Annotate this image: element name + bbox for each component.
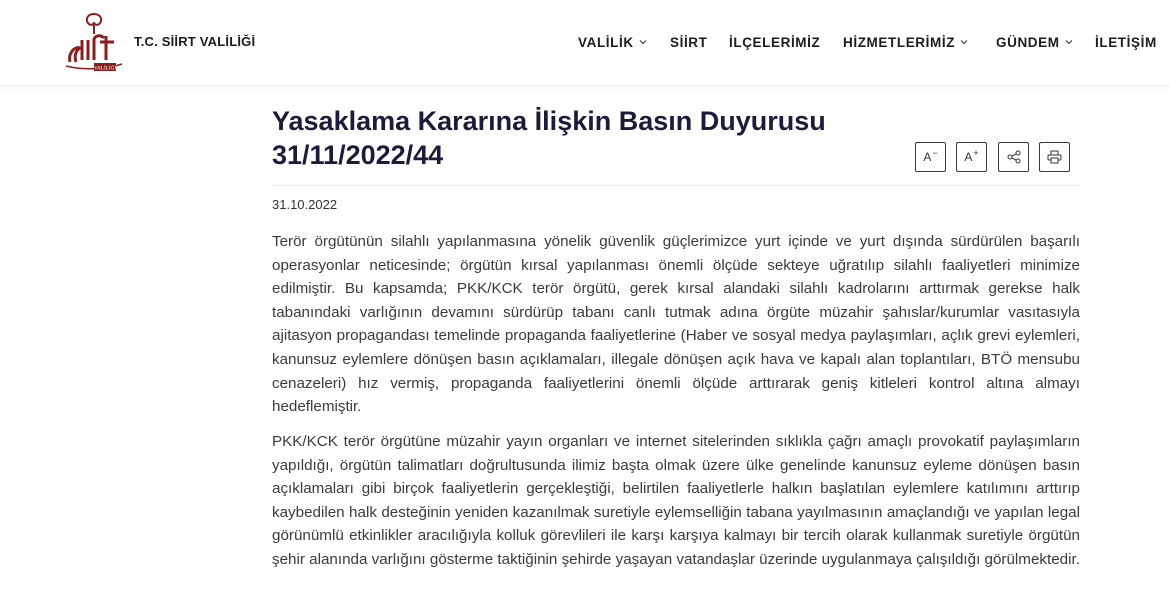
nav-label: İLETİŞİM [1095, 35, 1157, 50]
plus-sign: + [973, 148, 979, 158]
nav-item-siirt[interactable] [670, 35, 708, 50]
nav-label: VALİLİK [578, 35, 634, 50]
nav-item-iletisim[interactable] [1095, 35, 1157, 50]
print-button[interactable] [1039, 142, 1070, 172]
article-date: 31.10.2022 [272, 197, 338, 212]
nav-label: GÜNDEM [996, 35, 1060, 50]
chevron-down-icon [1065, 38, 1073, 46]
nav-item-gundem[interactable] [996, 35, 1073, 50]
chevron-down-icon [639, 38, 647, 46]
nav-label: HİZMETLERİMİZ [843, 35, 956, 50]
page-title: Yasaklama Kararına İlişkin Basın Duyurusu 31/11/2022/44 [272, 106, 826, 170]
nav-item-hizmetlerimiz[interactable] [843, 35, 968, 50]
share-icon [1007, 150, 1021, 164]
site-header [0, 0, 1170, 85]
increase-font-button[interactable] [956, 142, 987, 172]
decrease-font-button[interactable] [915, 142, 946, 172]
nav-item-valilik[interactable] [578, 35, 647, 50]
article-paragraph: Terör örgütünün silahlı yapılanmasına yönelik güvenlik güçlerimizce yurt içinde ve yurt dışında sürdürülen başarılı operasyonlar neticesinde; örgütün kırsal yapılanması önemli ölçüde sekteye uğratılıp silahlı faaliyetleri minimize edilmiştir. Bu kapsamda; PKK/KCK terör örgütü, gerek kırsal alandaki silahlı kadrolarını arttırmak gerekse halk tabanındaki varlığının devamını sürdürüp tabanı canlı tutmak adına örgüte müzahir şahıslar/kurumlar vasıtasıyla ajitasyon propagandası temelinde propaganda faaliyetlerine (Haber ve sosyal medya paylaşımları, açlık grevi eylemleri, kanunsuz eylemlere dönüşen basın açıklamaları, illegale dönüşen açık hava ve kapalı alan toplantıları, BTÖ mensubu cenazeleri) hız vermiş, propaganda faaliyetlerini önemli ölçüde arttırarak geniş kitleleri kontrol altına almayı hedeflemiştir. [272, 233, 1080, 416]
nav-label: İLÇELERİMİZ [729, 35, 821, 50]
minus-sign: − [932, 148, 938, 158]
increase-font-label: A [964, 150, 973, 164]
main-nav [0, 35, 1170, 55]
share-button[interactable] [998, 142, 1029, 172]
article-paragraph: PKK/KCK terör örgütüne müzahir yayın organları ve internet sitelerinden sıklıkla çağrı amaçlı provokatif paylaşımların yapıldığı, örgütün talimatları doğrultusunda ilimiz başta olmak üzere ülke genelinde kanunsuz eyleme dönüşen basın açıklamaları gibi birçok faaliyetlerin gerçekleştiği, belirtilen faaliyetlerle halkın başlatılan eylemlere katılımını arttırıp kaybedilen halk desteğinin yeniden kazanılmak suretiyle eylemselliğin tabana yayılmasının amaçlandığı ve yapılan legal görünümlü etkinlikler aracılığıyla kolluk görevlileri ile karşı karşıya kalmayı bir tercih olarak kullanmak suretiyle örgütün şehir alanında varlığını gösterme taktiğinin şehirde yaşayan vatandaşlar üzerinde uygulanmaya çalışıldığı görülmektedir. [272, 433, 1080, 568]
print-icon [1047, 150, 1062, 164]
site-brand-title[interactable]: T.C. SİİRT VALİLİĞİ [134, 34, 256, 49]
nav-label: SİİRT [670, 35, 708, 50]
nav-item-ilcelerimiz[interactable] [729, 35, 820, 50]
title-divider [272, 185, 1080, 186]
svg-text:VALİLİĞİ: VALİLİĞİ [93, 65, 117, 72]
chevron-down-icon [960, 38, 968, 46]
decrease-font-label: A [923, 150, 932, 164]
